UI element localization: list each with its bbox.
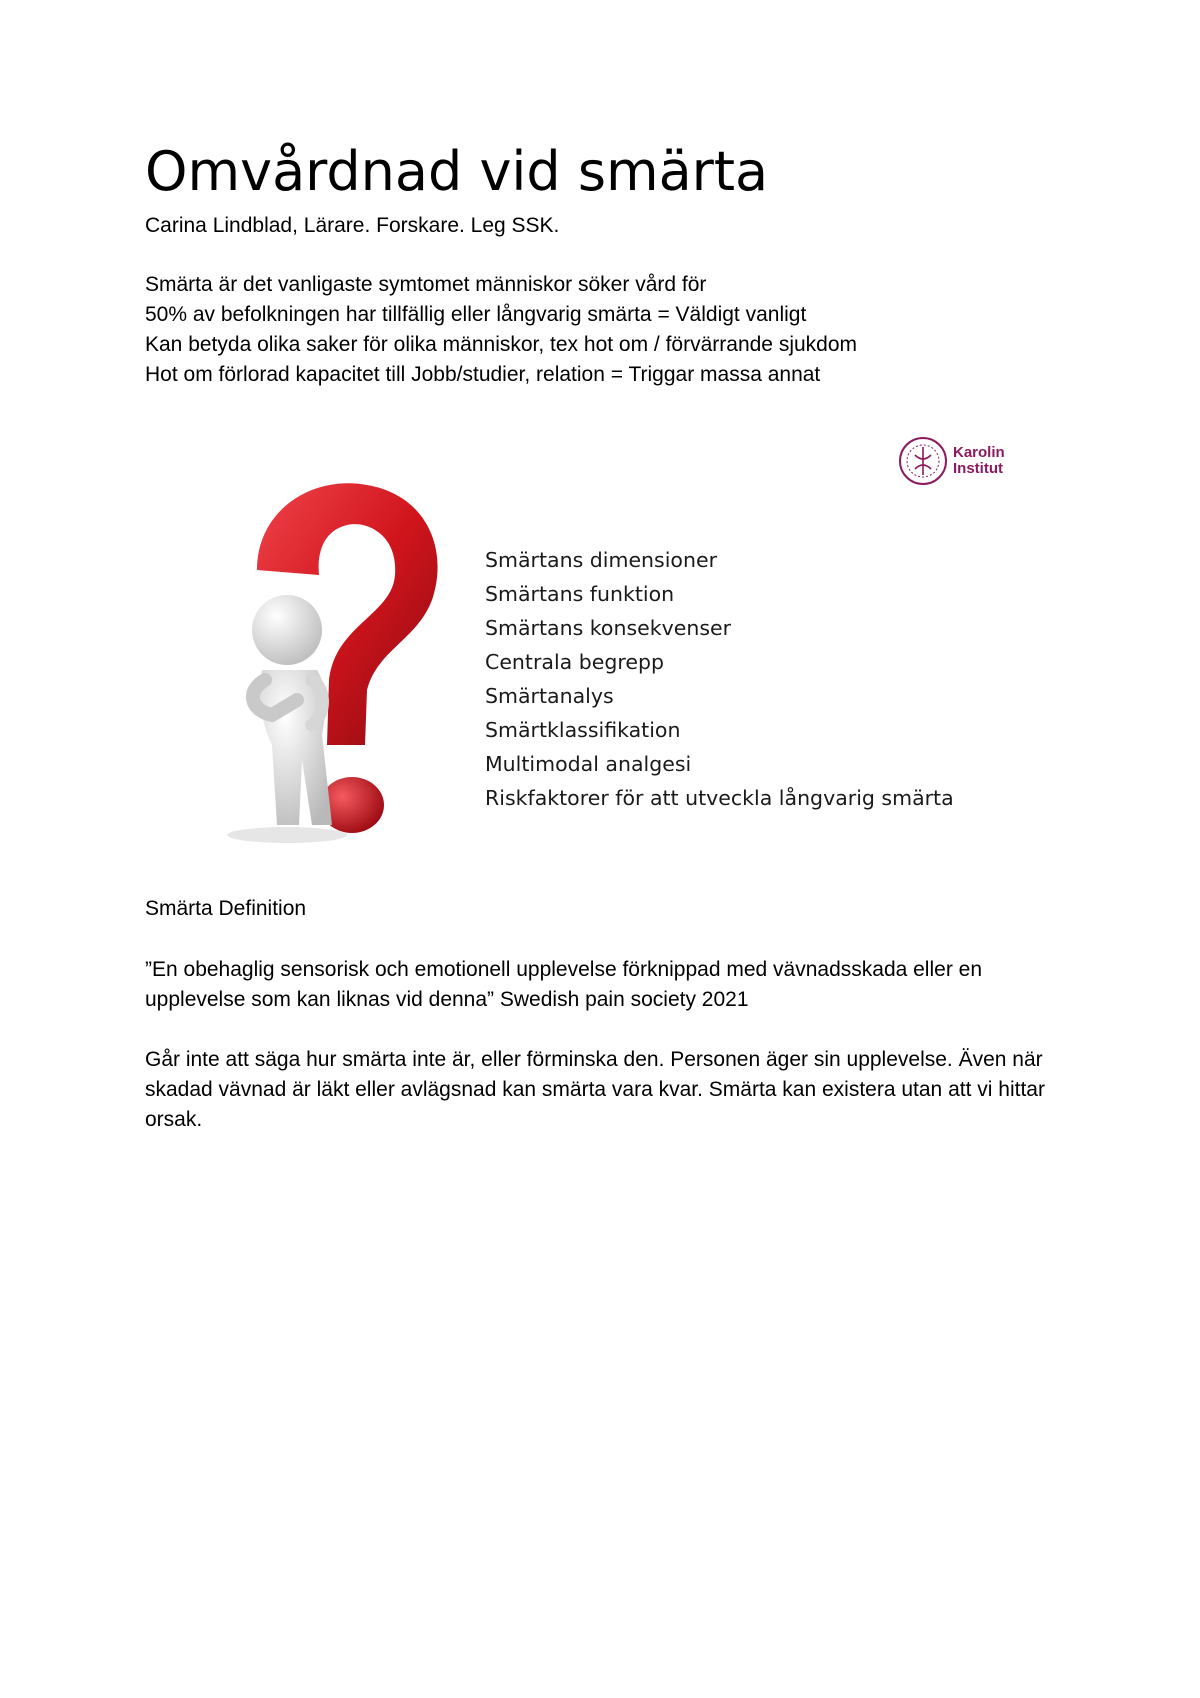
logo-text xyxy=(953,445,1005,477)
definition-quote: ”En obehaglig sensorisk och emotionell upplevelse förknippad med vävnadsskada eller en upplevelse som kan liknas vid denna” Swedish pain society 2021 xyxy=(145,958,983,1011)
logo-text-line: Institut xyxy=(953,460,1003,477)
topic-item: Smärtanalys xyxy=(485,684,614,708)
topic-item: Centrala begrepp xyxy=(485,650,664,674)
intro-line: Hot om förlorad kapacitet till Jobb/studier, relation = Triggar massa annat xyxy=(145,363,821,386)
logo-text-line: Karolin xyxy=(953,444,1005,461)
topic-item: Multimodal analgesi xyxy=(485,752,692,776)
topic-item: Riskfaktorer för att utveckla långvarig smärta xyxy=(485,786,954,810)
definition-body: Går inte att säga hur smärta inte är, eller förminska den. Personen äger sin upplevelse. Även när skadad vävnad är läkt eller avlägsnad kan smärta vara kvar. Smärta kan existera utan att vi hittar orsak. xyxy=(145,1048,1045,1131)
karolinska-logo xyxy=(897,435,1007,487)
topic-item: Smärtans konsekvenser xyxy=(485,616,732,640)
question-mark-figure-icon xyxy=(217,475,457,855)
intro-line: Kan betyda olika saker för olika människor, tex hot om / förvärrande sjukdom xyxy=(145,333,858,356)
topic-item: Smärtans dimensioner xyxy=(485,548,717,572)
document-title: Omvårdnad vid smärta xyxy=(145,140,769,203)
intro-line: Smärta är det vanligaste symtomet människor söker vård för xyxy=(145,273,707,296)
definition-heading: Smärta Definition xyxy=(145,897,307,920)
slide-image xyxy=(217,425,1007,865)
seal-icon xyxy=(897,435,949,487)
intro-line: 50% av befolkningen har tillfällig eller långvarig smärta = Väldigt vanligt xyxy=(145,303,807,326)
topic-item: Smärtklassifikation xyxy=(485,718,681,742)
topics-list xyxy=(485,543,954,815)
author-line: Carina Lindblad, Lärare. Forskare. Leg SSK. xyxy=(145,214,560,237)
topic-item: Smärtans funktion xyxy=(485,582,675,606)
intro-list xyxy=(145,270,857,390)
